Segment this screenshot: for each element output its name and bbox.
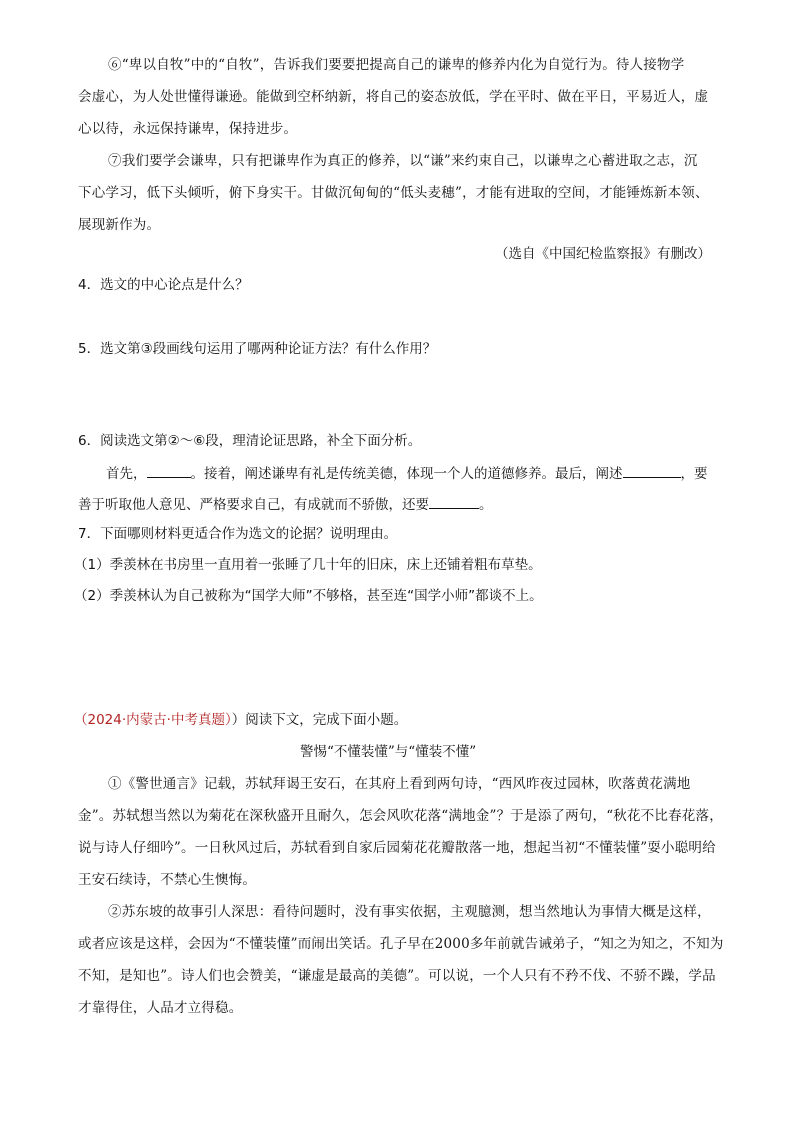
passage2-p2-line2: 或者应该是这样，会因为“不懂装懂”而闹出笑话。孔子早在2000多年前就告诫弟子，“知之为知之，不知为 (78, 936, 724, 952)
passage2-p1-line4: 王安石续诗，不禁心生懊悔。 (78, 872, 257, 888)
passage1-p7-line3: 展现新作为。 (78, 217, 161, 233)
question-7: 7．下面哪则材料更适合作为选文的论据？说明理由。 (78, 526, 398, 542)
q6-middle: 。接着，阐述谦卑有礼是传统美德，体现一个人的道德修养。最后，阐述 (190, 466, 623, 482)
passage1-p7-line1: ⑦我们要学会谦卑，只有把谦卑作为真正的修养，以“谦”来约束自己，以谦卑之心蓄进取之志，沉 (108, 153, 698, 169)
q6-blank-3[interactable] (429, 494, 479, 509)
question-6-analysis-line1 (106, 463, 708, 483)
passage1-p7-line2: 下心学习，低下头倾听，俯下身实干。甘做沉甸甸的“低头麦穗”，才能有进取的空间，才能锤炼新本领、 (78, 185, 709, 201)
passage2-p1-line1: ①《警世通言》记载，苏轼拜谒王安石，在其府上看到两句诗，“西风昨夜过园林，吹落黄花满地 (108, 776, 691, 792)
q6-end: ，要 (680, 466, 708, 482)
passage2-p2-line1: ②苏东坡的故事引人深思：看待问题时，没有事实依据，主观臆测，想当然地认为事情大概是这样， (108, 904, 711, 920)
q6-blank-1[interactable] (147, 463, 191, 478)
q6-line2-text: 善于听取他人意见、严格要求自己，有成就而不骄傲，还要 (78, 497, 429, 513)
q6-first: 首先， (106, 466, 147, 482)
passage2-intro-open: （ (74, 712, 88, 728)
passage1-p6-line3: 心以待，永远保持谦卑，保持进步。 (78, 121, 298, 137)
q6-line2-end: 。 (479, 497, 493, 513)
passage2-p1-line2: 金”。苏轼想当然以为菊花在深秋盛开且耐久，怎会风吹花落“满地金”？于是添了两句，“秋花不比春花落， (78, 808, 723, 824)
passage2-intro: （2024·内蒙古·中考真题））阅读下文，完成下面小题。 (74, 712, 408, 728)
passage1-source: （选自《中国纪检监察报》有删改） (495, 246, 711, 262)
question-6: 6．阅读选文第②～⑥段，理清论证思路，补全下面分析。 (78, 433, 422, 449)
passage1-p6-line1: ⑥“卑以自牧”中的“自牧”，告诉我们要要把提高自己的谦卑的修养内化为自觉行为。待人接物学 (108, 57, 685, 73)
passage2-intro-rest: ）阅读下文，完成下面小题。 (231, 712, 408, 728)
question-7-option-1: （1）季羡林在书房里一直用着一张睡了几十年的旧床，床上还铺着粗布草垫。 (74, 557, 542, 573)
question-7-option-2: （2）季羡林认为自己被称为“国学大师”不够格，甚至连“国学小师”都谈不上。 (74, 588, 543, 604)
passage2-p2-line4: 才靠得住，人品才立得稳。 (78, 1000, 243, 1016)
passage2-p2-line3: 不知，是知也”。诗人们也会赞美，“谦虚是最高的美德”。可以说，一个人只有不矜不伐、不骄不躁，学品 (78, 968, 716, 984)
passage1-p6-line2: 会虚心，为人处世懂得谦逊。能做到空杯纳新，将自己的姿态放低，学在平时、做在平日，平易近人，虚 (78, 89, 709, 105)
question-6-analysis-line2 (78, 494, 493, 514)
passage2-p1-line3: 说与诗人仔细吟”。一日秋风过后，苏轼看到自家后园菊花花瓣散落一地，想起当初“不懂装懂”耍小聪明给 (78, 840, 716, 856)
question-4: 4．选文的中心论点是什么？ (78, 277, 249, 293)
passage2-title: 警惕“不懂装懂”与“懂装不懂” (300, 744, 477, 760)
question-5: 5．选文第③段画线句运用了哪两种论证方法？有什么作用？ (78, 341, 437, 357)
passage2-source-tag[interactable]: 2024·内蒙古·中考真题 (87, 712, 225, 728)
q6-blank-2[interactable] (623, 463, 681, 478)
